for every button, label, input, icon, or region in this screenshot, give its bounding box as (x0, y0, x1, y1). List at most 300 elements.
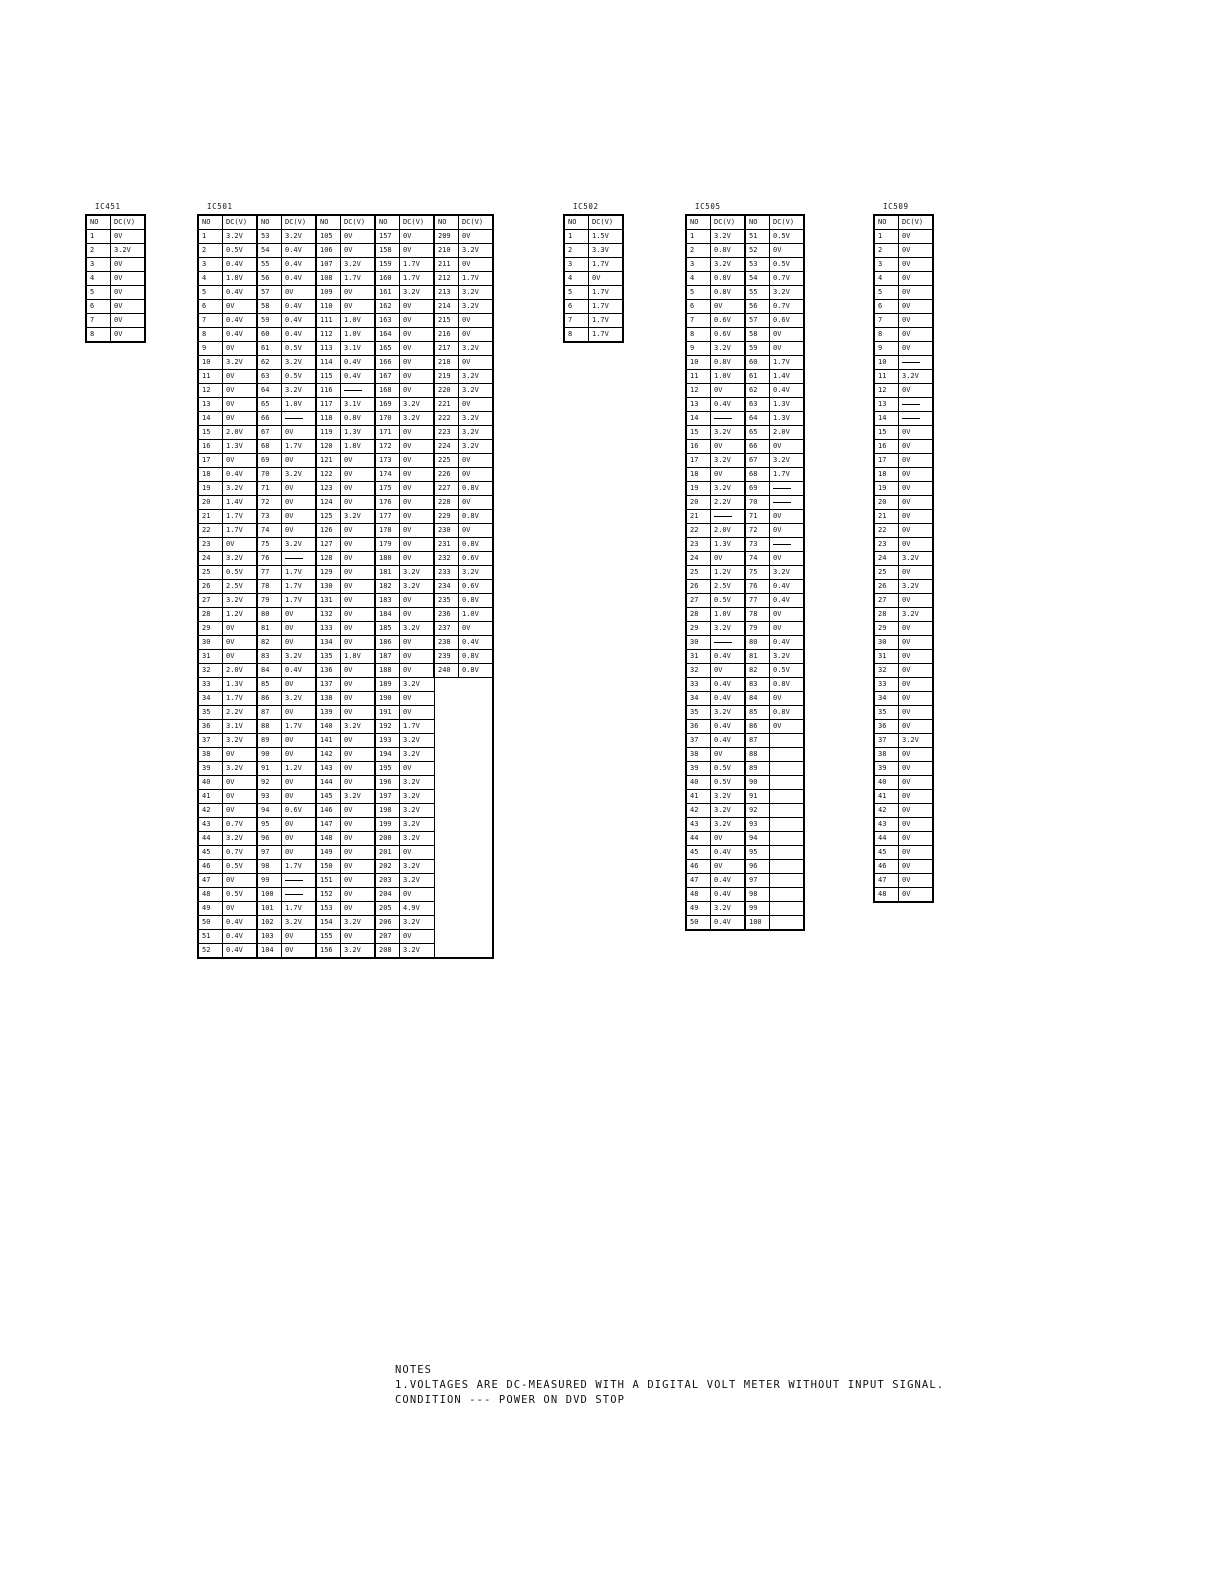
pin-number: 61 (257, 342, 282, 356)
pin-number: 220 (434, 384, 459, 398)
pin-voltage: 0V (899, 524, 934, 538)
pin-number: 45 (874, 846, 899, 860)
table-row (198, 272, 493, 286)
pin-voltage (770, 482, 805, 496)
pin-number: 132 (316, 608, 341, 622)
pin-number: 25 (874, 566, 899, 580)
pin-number: 41 (198, 790, 223, 804)
pin-number: 151 (316, 874, 341, 888)
pin-voltage: 0.4V (282, 244, 317, 258)
pin-voltage: 0.7V (770, 272, 805, 286)
table-row (874, 356, 933, 370)
pin-voltage: 1.7V (223, 510, 258, 524)
table-row (686, 398, 804, 412)
pin-number: 70 (745, 496, 770, 510)
pin-number: 4 (874, 272, 899, 286)
pin-number: 109 (316, 286, 341, 300)
pin-number: 204 (375, 888, 400, 902)
empty-cell (434, 804, 493, 818)
pin-number: 94 (257, 804, 282, 818)
pin-voltage: 3.2V (711, 804, 746, 818)
pin-number: 44 (686, 832, 711, 846)
pin-voltage: 0V (282, 524, 317, 538)
pin-voltage: 0V (770, 328, 805, 342)
pin-voltage: 2.0V (770, 426, 805, 440)
pin-number: 42 (686, 804, 711, 818)
pin-number: 55 (745, 286, 770, 300)
pin-number: 73 (257, 510, 282, 524)
pin-number: 17 (874, 454, 899, 468)
pin-number: 79 (745, 622, 770, 636)
pin-voltage: 3.2V (711, 706, 746, 720)
pin-number: 22 (686, 524, 711, 538)
pin-number: 53 (745, 258, 770, 272)
header-no: NO (564, 215, 589, 230)
pin-voltage: 0V (770, 692, 805, 706)
pin-number: 29 (686, 622, 711, 636)
pin-number: 94 (745, 832, 770, 846)
pin-voltage: 3.2V (459, 384, 494, 398)
pin-voltage: 0.6V (459, 580, 494, 594)
dash-line (714, 516, 732, 517)
ic-label: IC509 (883, 202, 909, 211)
pin-voltage: 3.2V (223, 832, 258, 846)
pin-number: 28 (198, 608, 223, 622)
notes-heading: NOTES (395, 1364, 433, 1376)
pin-voltage: 3.3V (589, 244, 624, 258)
pin-number: 12 (874, 384, 899, 398)
notes-line-2: CONDITION --- POWER ON DVD STOP (395, 1394, 626, 1406)
pin-voltage: 1.0V (711, 370, 746, 384)
pin-number: 19 (198, 482, 223, 496)
pin-voltage (770, 874, 805, 888)
table-row (198, 426, 493, 440)
pin-number: 12 (686, 384, 711, 398)
pin-number: 36 (686, 720, 711, 734)
pin-number: 68 (257, 440, 282, 454)
pin-voltage: 0V (899, 762, 934, 776)
pin-number: 223 (434, 426, 459, 440)
pin-voltage (770, 762, 805, 776)
pin-voltage: 0V (459, 314, 494, 328)
pin-number: 77 (745, 594, 770, 608)
pin-voltage: 0V (223, 412, 258, 426)
pin-number: 162 (375, 300, 400, 314)
pin-voltage: 0V (223, 370, 258, 384)
pin-voltage: 1.3V (223, 678, 258, 692)
empty-cell (434, 762, 493, 776)
table-row (198, 706, 493, 720)
pin-voltage: 0V (282, 482, 317, 496)
pin-voltage: 0V (899, 272, 934, 286)
pin-number: 25 (198, 566, 223, 580)
pin-voltage: 0.5V (223, 888, 258, 902)
pin-number: 161 (375, 286, 400, 300)
pin-number: 121 (316, 454, 341, 468)
pin-voltage: 3.2V (341, 916, 376, 930)
pin-number: 65 (257, 398, 282, 412)
pin-voltage: 3.2V (459, 412, 494, 426)
pin-number: 10 (686, 356, 711, 370)
table-row (686, 720, 804, 734)
pin-voltage: 3.2V (459, 566, 494, 580)
table-row (198, 356, 493, 370)
table-row (198, 384, 493, 398)
pin-number: 26 (198, 580, 223, 594)
pin-voltage: 0V (341, 706, 376, 720)
table-row (198, 944, 493, 959)
pin-number: 106 (316, 244, 341, 258)
pin-number: 65 (745, 426, 770, 440)
pin-number: 74 (745, 552, 770, 566)
pin-number: 215 (434, 314, 459, 328)
pin-voltage: 0V (899, 328, 934, 342)
pin-voltage: 3.2V (400, 580, 435, 594)
pin-voltage: 1.5V (589, 230, 624, 244)
table-row (686, 748, 804, 762)
pin-voltage: 0.5V (223, 860, 258, 874)
pin-number: 30 (198, 636, 223, 650)
table-row (686, 300, 804, 314)
pin-number: 37 (874, 734, 899, 748)
table-row (686, 258, 804, 272)
table-row (874, 818, 933, 832)
pin-voltage: 0V (223, 398, 258, 412)
pin-number: 60 (257, 328, 282, 342)
header-no: NO (316, 215, 341, 230)
pin-number: 67 (257, 426, 282, 440)
pin-number: 4 (686, 272, 711, 286)
pin-number: 146 (316, 804, 341, 818)
pin-number: 191 (375, 706, 400, 720)
pin-voltage: 0V (899, 426, 934, 440)
table-row (874, 790, 933, 804)
table-row (198, 552, 493, 566)
pin-voltage: 1.7V (282, 902, 317, 916)
pin-voltage: 0V (899, 776, 934, 790)
pin-number: 56 (745, 300, 770, 314)
pin-voltage: 0V (400, 762, 435, 776)
voltage-table (685, 214, 805, 931)
pin-voltage (770, 888, 805, 902)
pin-voltage: 0V (899, 342, 934, 356)
empty-cell (434, 930, 493, 944)
pin-voltage: 1.7V (400, 272, 435, 286)
pin-voltage: 0.5V (770, 230, 805, 244)
pin-number: 131 (316, 594, 341, 608)
pin-number: 202 (375, 860, 400, 874)
table-row (198, 776, 493, 790)
table-row (874, 468, 933, 482)
pin-voltage: 0V (711, 860, 746, 874)
pin-number: 32 (198, 664, 223, 678)
pin-number: 28 (874, 608, 899, 622)
pin-number: 199 (375, 818, 400, 832)
table-row (686, 916, 804, 931)
pin-voltage: 0V (341, 580, 376, 594)
pin-voltage: 3.2V (711, 902, 746, 916)
pin-voltage: 0V (459, 230, 494, 244)
pin-number: 71 (257, 482, 282, 496)
table-row (874, 510, 933, 524)
pin-number: 145 (316, 790, 341, 804)
pin-voltage: 0.4V (282, 314, 317, 328)
pin-voltage: 2.0V (711, 524, 746, 538)
ic-label: IC451 (95, 202, 121, 211)
pin-number: 8 (198, 328, 223, 342)
pin-voltage: 0V (899, 314, 934, 328)
table-row (874, 454, 933, 468)
pin-number: 192 (375, 720, 400, 734)
ic-label: IC502 (573, 202, 599, 211)
pin-voltage: 3.2V (711, 426, 746, 440)
pin-number: 163 (375, 314, 400, 328)
pin-voltage: 0.4V (711, 398, 746, 412)
header-dc: DC(V) (589, 215, 624, 230)
pin-voltage: 0V (400, 314, 435, 328)
pin-voltage: 3.2V (400, 874, 435, 888)
pin-number: 143 (316, 762, 341, 776)
pin-number: 70 (257, 468, 282, 482)
pin-number: 1 (874, 230, 899, 244)
pin-number: 195 (375, 762, 400, 776)
pin-number: 34 (198, 692, 223, 706)
pin-voltage: 0.8V (459, 664, 494, 678)
pin-voltage: 0V (223, 636, 258, 650)
pin-voltage: 0V (341, 678, 376, 692)
pin-voltage: 0.4V (282, 272, 317, 286)
pin-voltage: 0V (459, 524, 494, 538)
table-row (86, 286, 145, 300)
table-row (686, 356, 804, 370)
header-dc: DC(V) (711, 215, 746, 230)
table-row (686, 818, 804, 832)
pin-number: 36 (874, 720, 899, 734)
pin-voltage: 0V (899, 846, 934, 860)
pin-number: 5 (874, 286, 899, 300)
pin-voltage: 3.2V (400, 398, 435, 412)
pin-number: 38 (198, 748, 223, 762)
pin-number: 197 (375, 790, 400, 804)
pin-voltage: 0V (770, 440, 805, 454)
table-row (686, 524, 804, 538)
table-row (874, 566, 933, 580)
pin-number: 159 (375, 258, 400, 272)
pin-voltage: 0V (341, 566, 376, 580)
table-row (198, 230, 493, 244)
pin-number: 147 (316, 818, 341, 832)
table-row (686, 776, 804, 790)
table-row (198, 300, 493, 314)
pin-voltage: 1.7V (589, 314, 624, 328)
pin-voltage: 0V (223, 384, 258, 398)
pin-number: 234 (434, 580, 459, 594)
pin-number: 2 (564, 244, 589, 258)
pin-voltage: 3.2V (711, 482, 746, 496)
pin-number: 45 (686, 846, 711, 860)
pin-voltage: 0.4V (711, 846, 746, 860)
pin-voltage: 0V (400, 664, 435, 678)
pin-voltage: 0V (282, 510, 317, 524)
table-row (686, 692, 804, 706)
pin-voltage: 0.4V (223, 930, 258, 944)
table-row (686, 678, 804, 692)
pin-voltage: 0V (282, 286, 317, 300)
table-header-row (564, 215, 623, 230)
pin-voltage: 0V (223, 902, 258, 916)
empty-cell (434, 902, 493, 916)
pin-voltage: 0.8V (711, 272, 746, 286)
pin-voltage (899, 398, 934, 412)
pin-voltage: 0.6V (459, 552, 494, 566)
pin-voltage: 3.2V (400, 566, 435, 580)
pin-voltage: 0V (400, 692, 435, 706)
pin-voltage: 0.8V (459, 594, 494, 608)
pin-number: 48 (874, 888, 899, 903)
pin-number: 77 (257, 566, 282, 580)
pin-number: 26 (686, 580, 711, 594)
dash-line (902, 404, 920, 405)
pin-voltage: 0.4V (223, 328, 258, 342)
pin-voltage: 1.0V (341, 328, 376, 342)
pin-number: 232 (434, 552, 459, 566)
pin-number: 51 (198, 930, 223, 944)
pin-number: 80 (257, 608, 282, 622)
pin-voltage: 1.7V (282, 440, 317, 454)
pin-number: 173 (375, 454, 400, 468)
pin-voltage: 0V (459, 328, 494, 342)
pin-voltage: 0V (282, 930, 317, 944)
pin-number: 35 (874, 706, 899, 720)
pin-number: 58 (745, 328, 770, 342)
pin-voltage: 2.0V (223, 426, 258, 440)
table-row (686, 874, 804, 888)
pin-voltage (899, 412, 934, 426)
pin-number: 51 (745, 230, 770, 244)
pin-voltage: 0.4V (341, 356, 376, 370)
pin-voltage: 3.2V (400, 776, 435, 790)
table-row (874, 342, 933, 356)
pin-voltage: 0V (111, 272, 146, 286)
pin-voltage: 1.3V (770, 412, 805, 426)
pin-voltage: 0V (341, 524, 376, 538)
pin-voltage: 3.1V (341, 342, 376, 356)
pin-voltage: 0V (400, 328, 435, 342)
table-row (198, 468, 493, 482)
pin-number: 3 (86, 258, 111, 272)
pin-voltage: 3.2V (459, 286, 494, 300)
table-row (686, 482, 804, 496)
pin-number: 160 (375, 272, 400, 286)
pin-number: 59 (257, 314, 282, 328)
pin-number: 133 (316, 622, 341, 636)
pin-number: 97 (257, 846, 282, 860)
header-dc: DC(V) (282, 215, 317, 230)
pin-number: 150 (316, 860, 341, 874)
pin-voltage: 1.3V (341, 426, 376, 440)
pin-number: 171 (375, 426, 400, 440)
pin-voltage: 0V (111, 300, 146, 314)
pin-number: 16 (686, 440, 711, 454)
pin-voltage: 0V (400, 300, 435, 314)
pin-number: 32 (686, 664, 711, 678)
table-row (686, 230, 804, 244)
empty-cell (434, 916, 493, 930)
pin-voltage: 0V (899, 538, 934, 552)
pin-voltage: 3.2V (223, 482, 258, 496)
pin-number: 7 (86, 314, 111, 328)
pin-number: 43 (686, 818, 711, 832)
pin-number: 181 (375, 566, 400, 580)
pin-number: 166 (375, 356, 400, 370)
pin-number: 19 (686, 482, 711, 496)
pin-number: 1 (686, 230, 711, 244)
pin-number: 64 (257, 384, 282, 398)
table-row (686, 370, 804, 384)
pin-number: 154 (316, 916, 341, 930)
pin-number: 71 (745, 510, 770, 524)
pin-number: 46 (198, 860, 223, 874)
empty-cell (434, 692, 493, 706)
pin-number: 196 (375, 776, 400, 790)
pin-number: 1 (564, 230, 589, 244)
table-row (874, 664, 933, 678)
pin-voltage: 3.2V (899, 580, 934, 594)
pin-number: 128 (316, 552, 341, 566)
table-row (874, 636, 933, 650)
pin-voltage: 0V (770, 720, 805, 734)
pin-voltage: 0.4V (282, 258, 317, 272)
pin-number: 112 (316, 328, 341, 342)
pin-number: 22 (198, 524, 223, 538)
pin-number: 120 (316, 440, 341, 454)
pin-number: 12 (198, 384, 223, 398)
pin-number: 233 (434, 566, 459, 580)
pin-number: 80 (745, 636, 770, 650)
pin-voltage: 0V (341, 860, 376, 874)
empty-cell (434, 874, 493, 888)
pin-number: 212 (434, 272, 459, 286)
table-row (686, 426, 804, 440)
table-row (198, 888, 493, 902)
pin-voltage: 0.5V (770, 664, 805, 678)
voltage-table (563, 214, 624, 343)
pin-number: 37 (198, 734, 223, 748)
pin-voltage: 0V (341, 832, 376, 846)
pin-number: 108 (316, 272, 341, 286)
pin-number: 39 (874, 762, 899, 776)
table-row (198, 902, 493, 916)
table-row (564, 286, 623, 300)
pin-voltage (282, 888, 317, 902)
pin-number: 30 (686, 636, 711, 650)
pin-number: 93 (745, 818, 770, 832)
pin-voltage: 1.0V (341, 314, 376, 328)
pin-voltage: 0.4V (282, 664, 317, 678)
table-row (686, 832, 804, 846)
dash-line (344, 390, 362, 391)
pin-number: 7 (564, 314, 589, 328)
pin-number: 18 (198, 468, 223, 482)
pin-number: 188 (375, 664, 400, 678)
pin-number: 34 (874, 692, 899, 706)
pin-number: 113 (316, 342, 341, 356)
pin-voltage: 3.2V (770, 454, 805, 468)
pin-voltage: 0V (400, 510, 435, 524)
pin-voltage: 0.8V (711, 356, 746, 370)
pin-number: 2 (874, 244, 899, 258)
table-row (198, 412, 493, 426)
